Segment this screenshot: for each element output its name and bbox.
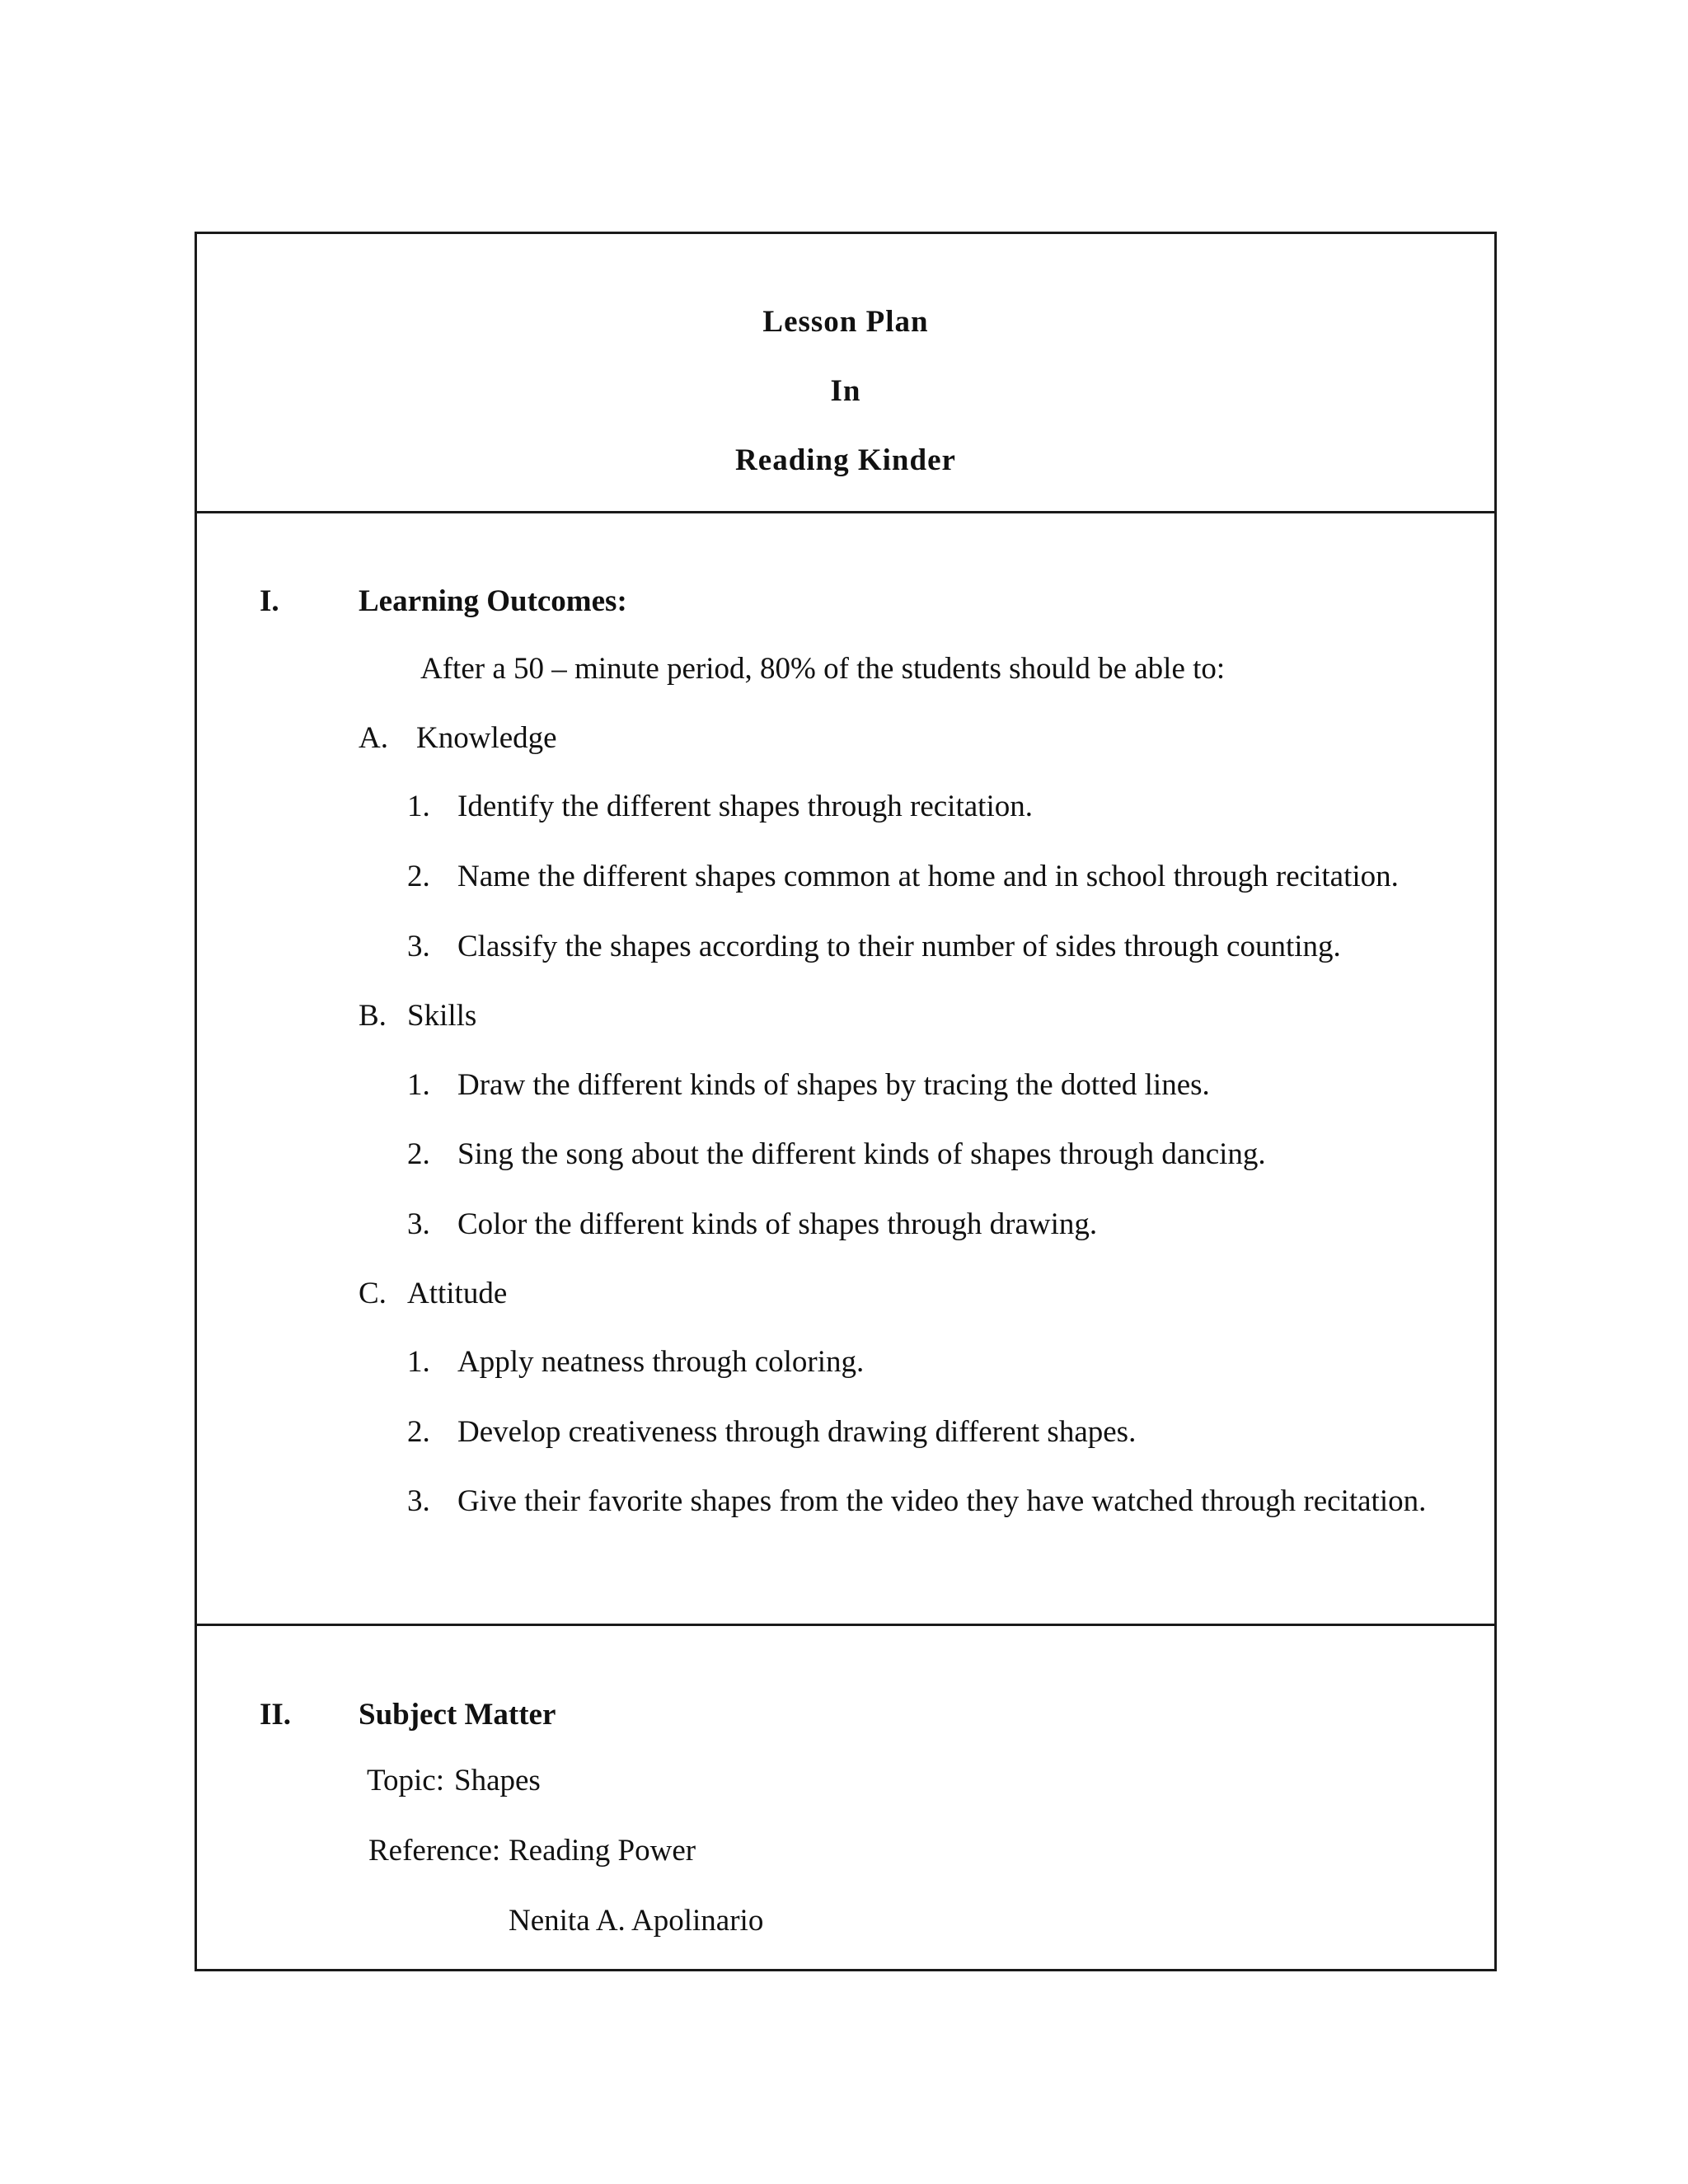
list-item: Identify the different shapes through recitation. [457, 790, 1033, 823]
section-divider [195, 1624, 1497, 1626]
item-number: 3. [407, 1207, 430, 1241]
group-c-label: Attitude [407, 1277, 508, 1310]
group-a-letter: A. [359, 721, 388, 755]
item-number: 1. [407, 790, 430, 823]
list-item: Develop creativeness through drawing different shapes. [457, 1415, 1137, 1449]
list-item: Color the different kinds of shapes through drawing. [457, 1207, 1098, 1241]
list-item: Name the different shapes common at home and in school through recitation. [457, 860, 1399, 893]
item-number: 2. [407, 1415, 430, 1449]
list-item: Give their favorite shapes from the video they have watched through recitation. [457, 1484, 1427, 1518]
header-title: Lesson Plan [762, 305, 929, 339]
header-in: In [830, 374, 861, 408]
topic-label: Topic: [367, 1764, 444, 1797]
header-subject: Reading Kinder [735, 443, 956, 477]
reference-value: Reading Power [509, 1834, 696, 1868]
section-2-numeral: II. [260, 1698, 292, 1732]
item-number: 1. [407, 1068, 430, 1102]
item-number: 2. [407, 1137, 430, 1171]
list-item: Apply neatness through coloring. [457, 1345, 865, 1379]
header-divider [195, 511, 1497, 513]
group-c-letter: C. [359, 1277, 387, 1310]
item-number: 3. [407, 930, 430, 963]
list-item: Draw the different kinds of shapes by tracing the dotted lines. [457, 1068, 1210, 1102]
group-b-label: Skills [407, 999, 477, 1033]
reference-author: Nenita A. Apolinario [509, 1904, 764, 1938]
section-1-intro: After a 50 – minute period, 80% of the students should be able to: [420, 652, 1226, 686]
section-2-title: Subject Matter [359, 1698, 556, 1732]
list-item: Classify the shapes according to their number of sides through counting. [457, 930, 1341, 963]
item-number: 3. [407, 1484, 430, 1518]
section-1-numeral: I. [260, 584, 279, 618]
group-a-label: Knowledge [416, 721, 557, 755]
section-1-title: Learning Outcomes: [359, 584, 627, 618]
reference-label: Reference: [368, 1834, 501, 1868]
topic-value: Shapes [454, 1764, 541, 1797]
item-number: 2. [407, 860, 430, 893]
group-b-letter: B. [359, 999, 387, 1033]
list-item: Sing the song about the different kinds of shapes through dancing. [457, 1137, 1266, 1171]
item-number: 1. [407, 1345, 430, 1379]
